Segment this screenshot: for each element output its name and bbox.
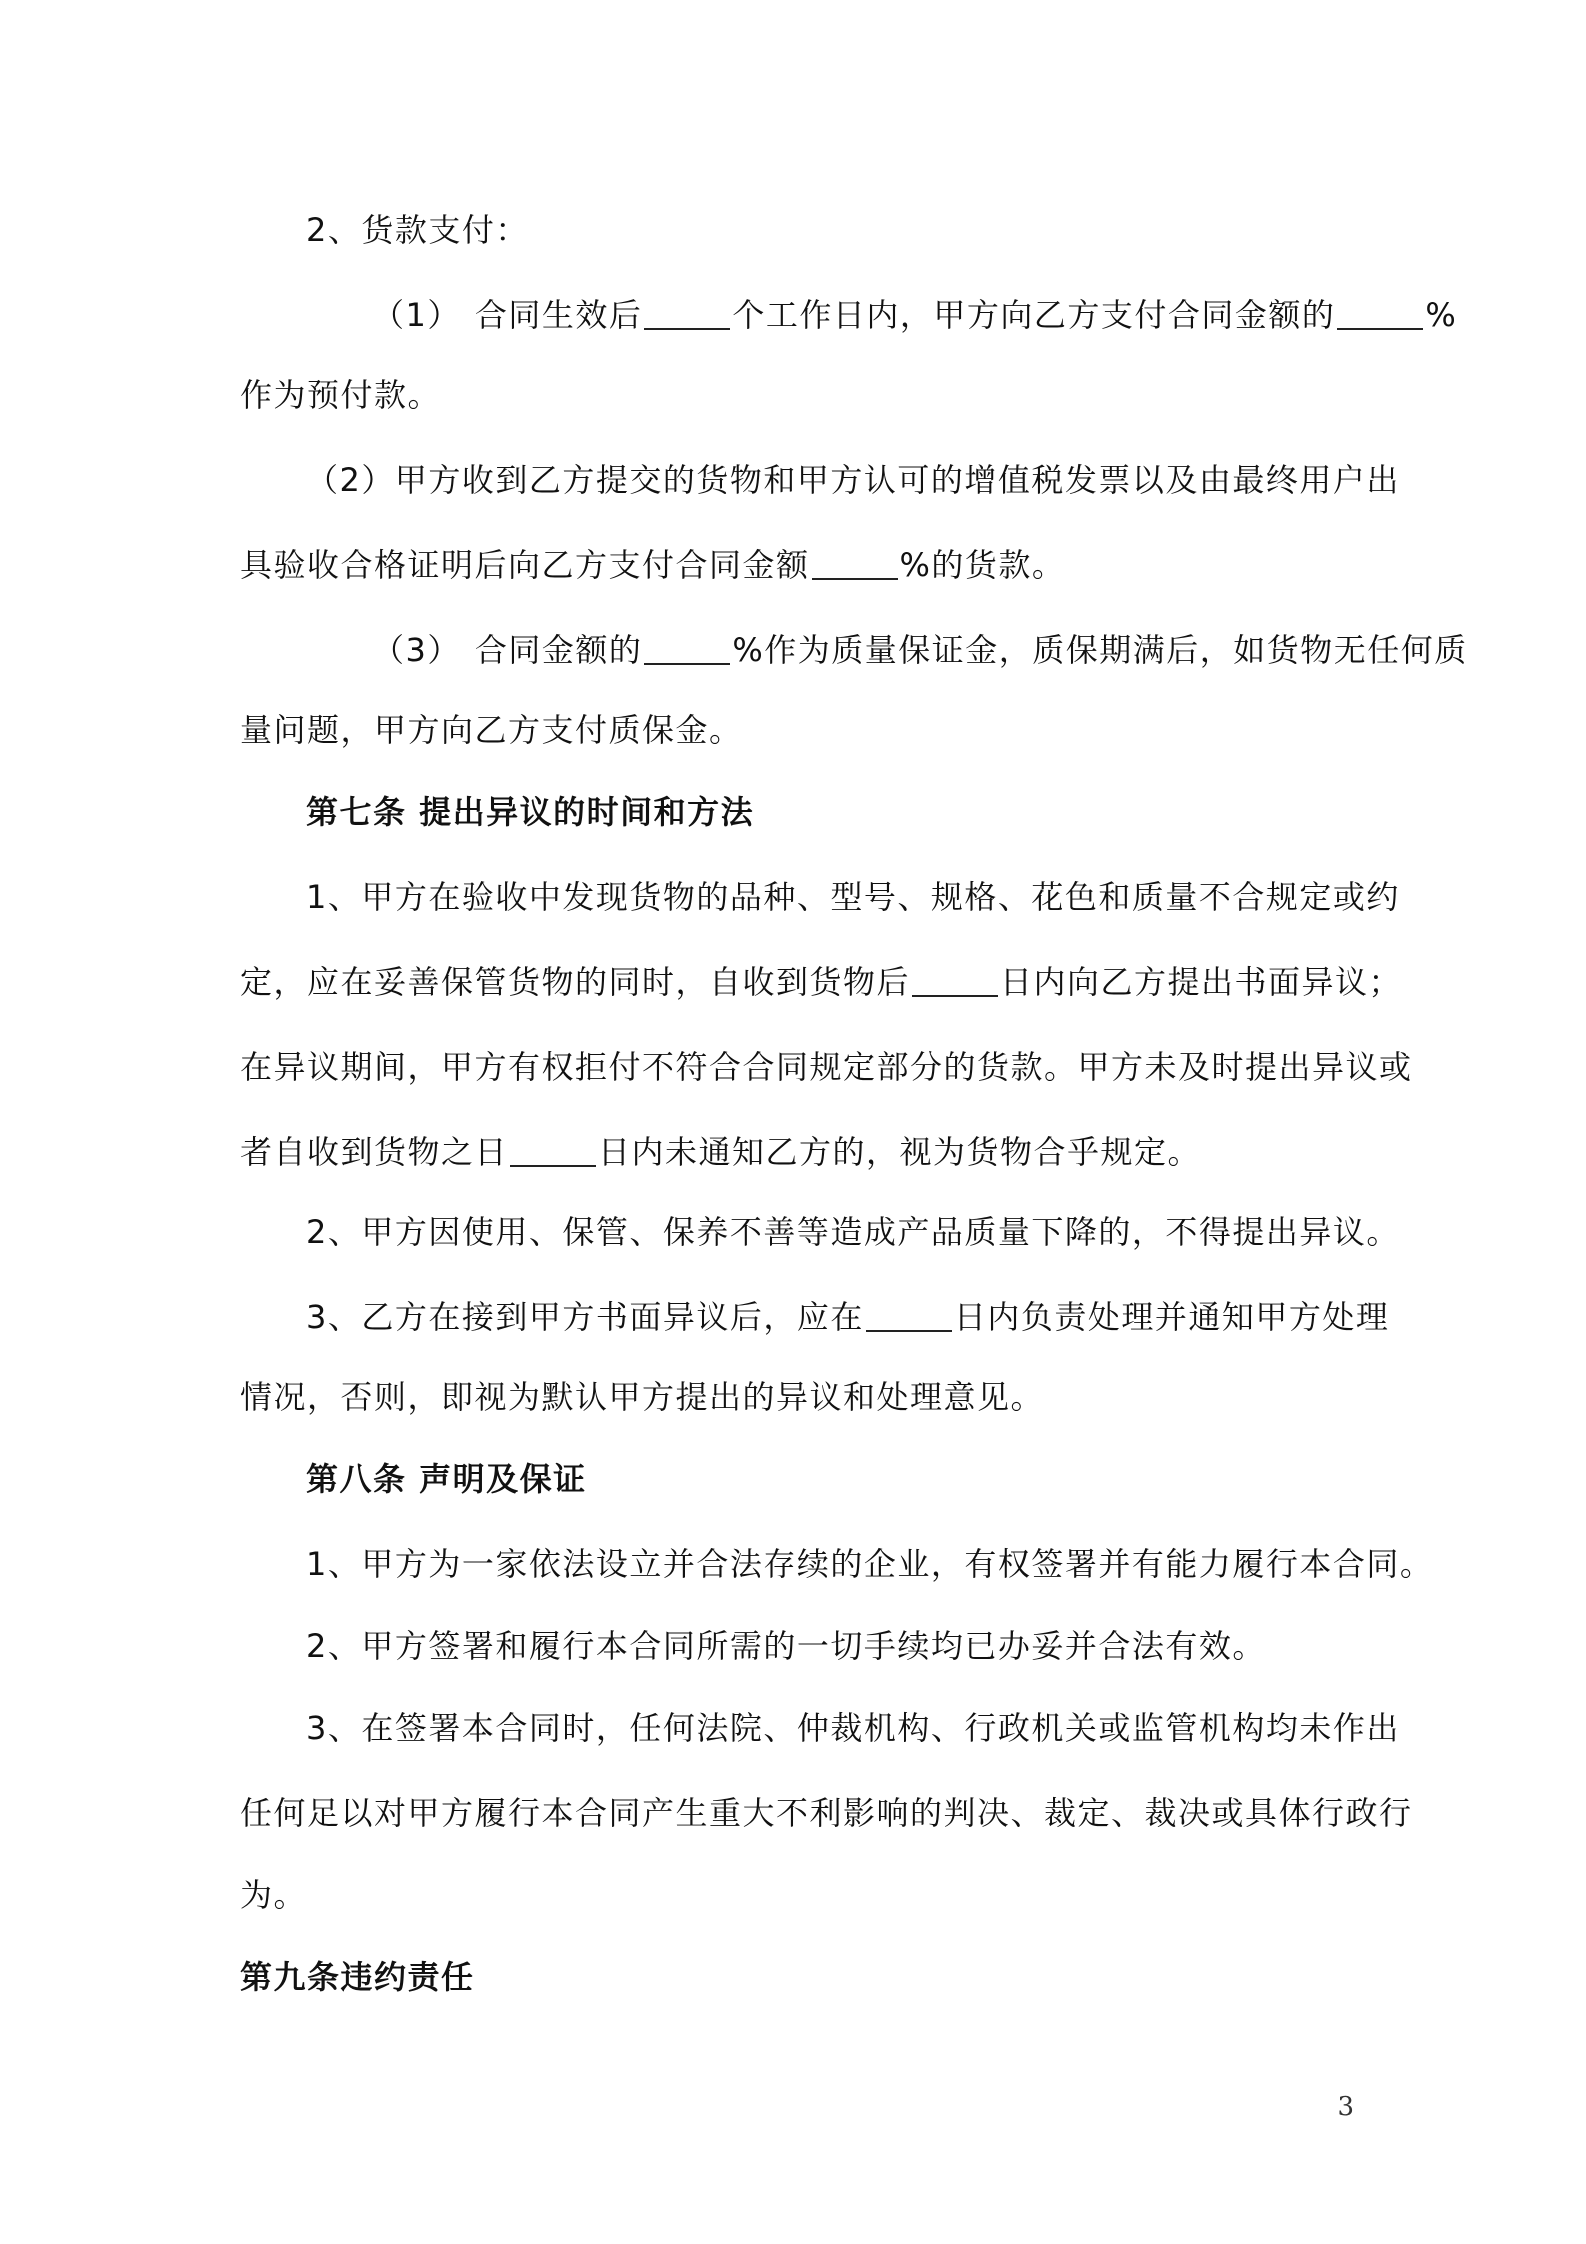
article-8-clause-2: 2、甲方签署和履行本合同所需的一切手续均已办妥并合法有效。	[306, 1627, 1266, 1665]
article-7-heading: 第七条 提出异议的时间和方法	[306, 793, 755, 831]
blank-field	[510, 1135, 596, 1167]
article-8-clause-3: 3、在签署本合同时，任何法院、仲裁机构、行政机关或监管机构均未作出	[306, 1709, 1400, 1747]
article-7-clause-3-cont: 情况，否则，即视为默认甲方提出的异议和处理意见。	[240, 1378, 1045, 1416]
payment-item-3: （3） 合同金额的 %作为质量保证金，质保期满后，如货物无任何质	[240, 608, 1380, 693]
article-8-clause-3-line-2: 任何足以对甲方履行本合同产生重大不利影响的判决、裁定、裁决或具体行政行	[240, 1794, 1413, 1832]
payment-item-3-cont: 量问题，甲方向乙方支付质保金。	[240, 711, 743, 749]
item-3-number: （3）	[372, 631, 461, 669]
blank-field	[912, 965, 998, 997]
payment-title: 2、货款支付：	[306, 211, 529, 249]
payment-item-2-cont: 具验收合格证明后向乙方支付合同金额 %的货款。	[240, 546, 1066, 584]
blank-field	[866, 1300, 952, 1332]
blank-field	[644, 633, 730, 665]
article-8-clause-1: 1、甲方为一家依法设立并合法存续的企业，有权签署并有能力履行本合同。	[306, 1545, 1434, 1583]
article-7-clause-1-line-3: 在异议期间，甲方有权拒付不符合合同规定部分的货款。甲方未及时提出异议或	[240, 1048, 1413, 1086]
article-9-heading: 第九条违约责任	[240, 1958, 475, 1996]
article-7-clause-1-line-2: 定，应在妥善保管货物的同时，自收到货物后 日内向乙方提出书面异议；	[240, 963, 1403, 1001]
article-8-heading: 第八条 声明及保证	[306, 1460, 587, 1498]
payment-item-1-cont: 作为预付款。	[240, 376, 442, 414]
article-7-clause-1-line-4: 者自收到货物之日 日内未通知乙方的，视为货物合乎规定。	[240, 1133, 1202, 1171]
payment-item-1: （1） 合同生效后 个工作日内，甲方向乙方支付合同金额的 %	[240, 273, 1380, 358]
article-7-clause-2: 2、甲方因使用、保管、保养不善等造成产品质量下降的，不得提出异议。	[306, 1213, 1400, 1251]
item-1-number: （1）	[372, 296, 461, 334]
blank-field	[1337, 298, 1423, 330]
article-7-clause-1: 1、甲方在验收中发现货物的品种、型号、规格、花色和质量不合规定或约	[306, 878, 1400, 916]
blank-field	[644, 298, 730, 330]
article-7-clause-3: 3、乙方在接到甲方书面异议后，应在 日内负责处理并通知甲方处理	[306, 1298, 1390, 1336]
payment-item-2: （2）甲方收到乙方提交的货物和甲方认可的增值税发票以及由最终用户出	[306, 461, 1400, 499]
page-number: 3	[1337, 2092, 1354, 2122]
article-8-clause-3-line-3: 为。	[240, 1876, 308, 1914]
blank-field	[812, 548, 898, 580]
